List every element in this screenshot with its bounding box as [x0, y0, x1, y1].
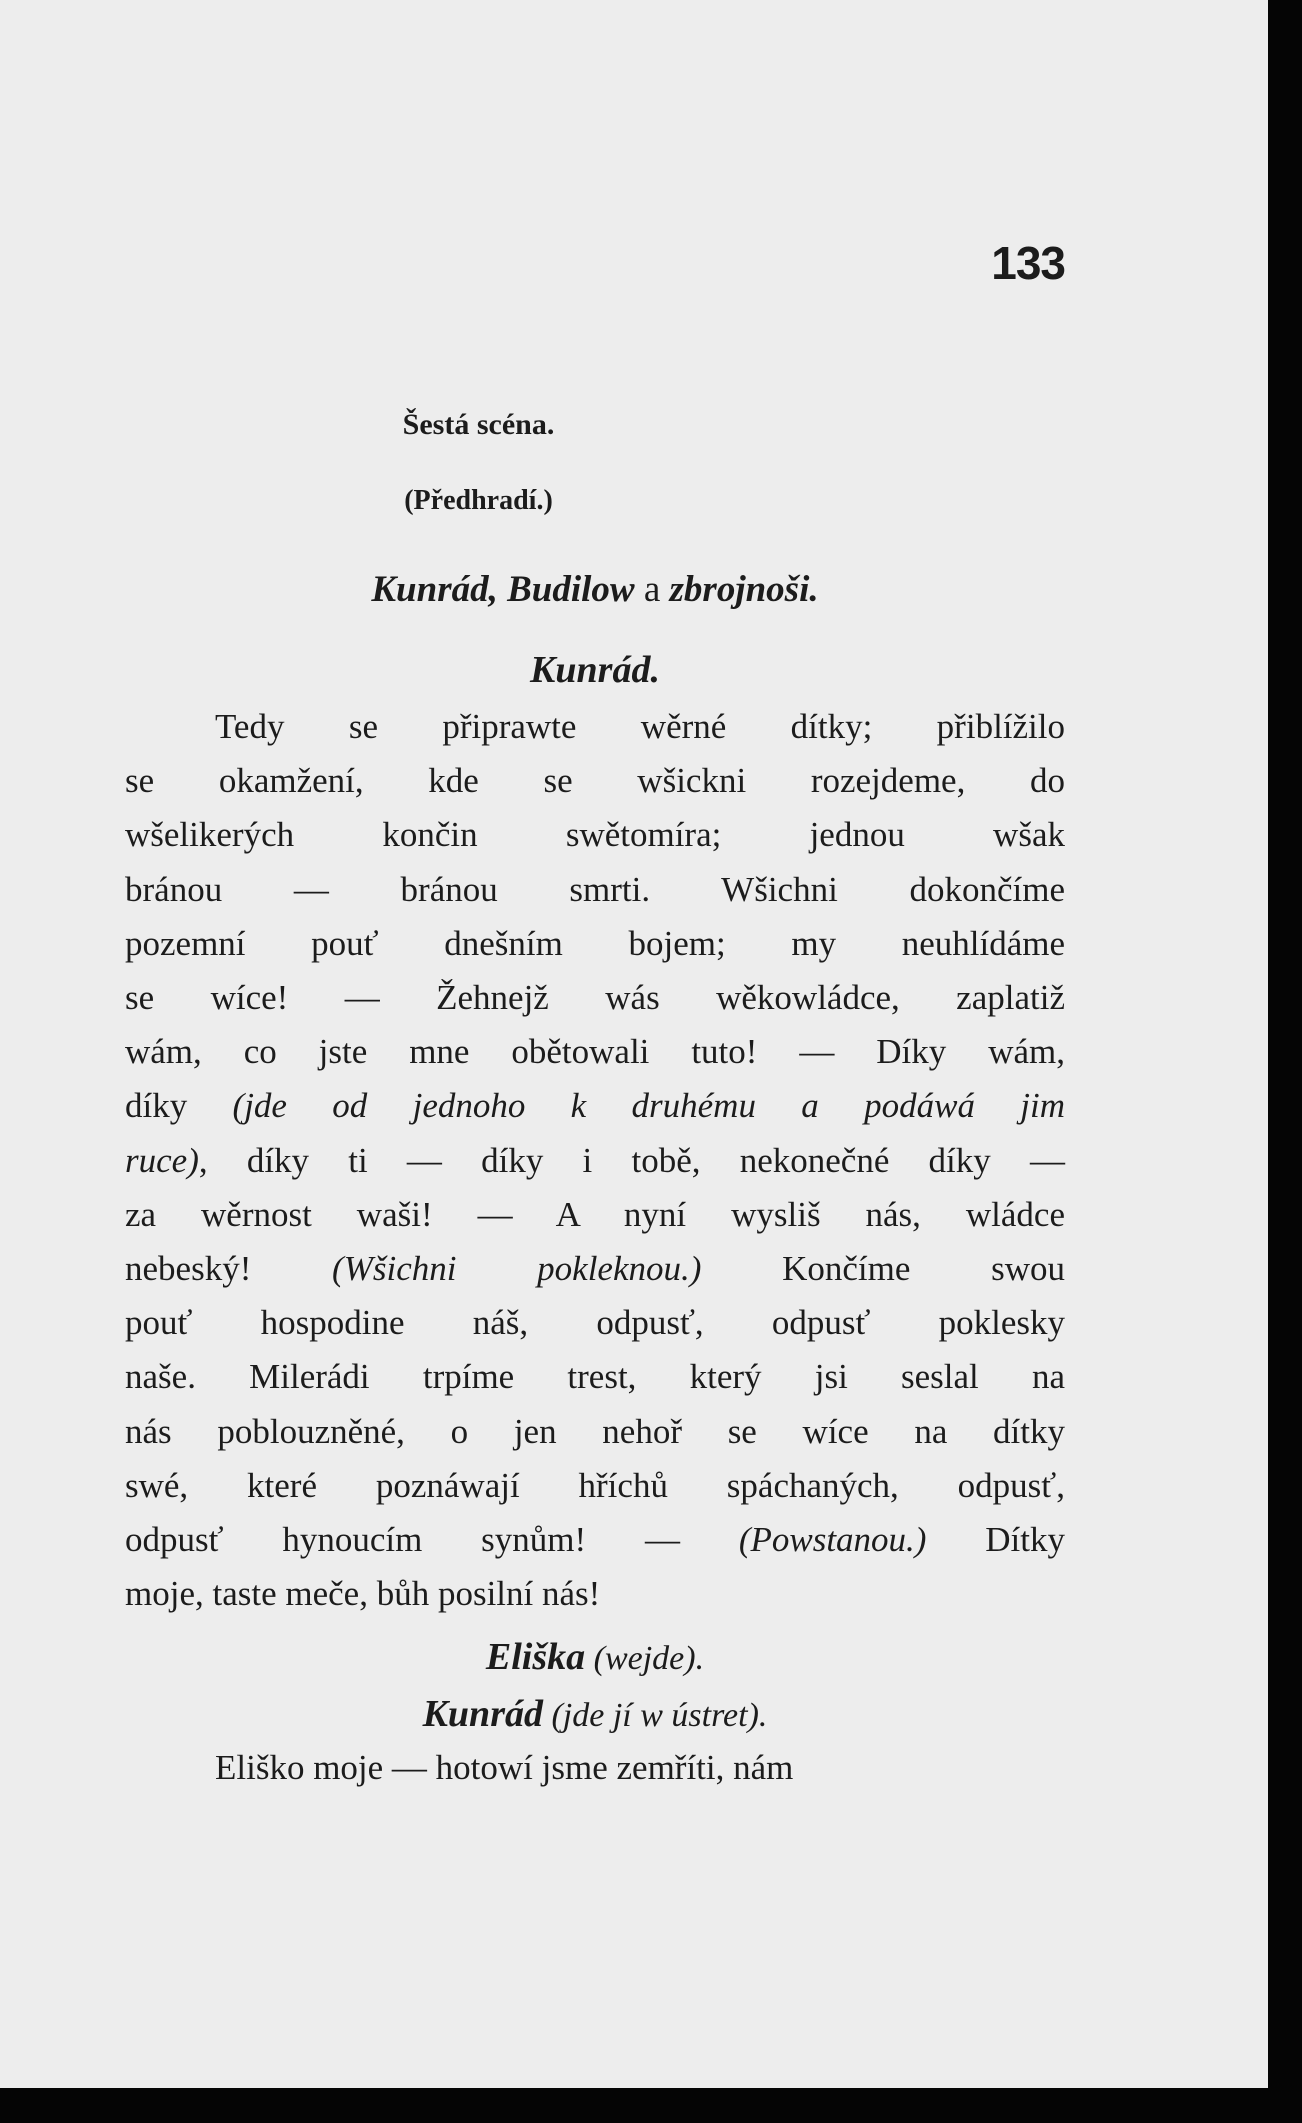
speech-text: za wěrnost waši! — A nyní wysliš nás, wládce	[125, 1194, 1065, 1234]
stage-direction: (jde jí w ústret).	[542, 1697, 768, 1734]
speech-text: wám, co jste mne obětowali tuto! — Díky wám,	[125, 1032, 1065, 1072]
speech-text: nás poblouzněné, o jen nehoř se wíce na dítky	[125, 1411, 1065, 1451]
speech-line	[125, 1032, 1065, 1072]
speech-text: nebeský!	[125, 1249, 333, 1288]
speech-text: odpusť hynoucím synům! —	[125, 1520, 739, 1559]
speech-text: Tedy se připrawte wěrné dítky; přiblížilo	[215, 707, 1065, 746]
stage-direction: (wejde).	[585, 1640, 705, 1677]
speaker-eliska	[125, 1635, 1065, 1679]
speech-text: swé, které poznáwají hříchů spáchaných, odpusť,	[125, 1465, 1065, 1505]
speech-line	[125, 1303, 1065, 1343]
speech-text: wšelikerých končin swětomíra; jednou wšak	[125, 815, 1065, 855]
speech-line	[125, 1249, 1065, 1289]
character-soldiers: zbrojnoši.	[669, 569, 819, 610]
speech-text: Končíme swou	[701, 1249, 1065, 1288]
speech-line	[125, 1412, 1065, 1452]
speech-line	[125, 924, 1065, 964]
scene-title: Šestá scéna.	[402, 408, 555, 441]
character-conjunction: a	[634, 569, 670, 610]
stage-direction: (jde od jednoho k druhému a podáwá jim	[232, 1086, 1065, 1126]
speech-line	[125, 815, 1065, 855]
speech-line	[125, 1520, 1065, 1560]
speech-line	[125, 1141, 1065, 1181]
speaker-kunrad-second	[125, 1692, 1065, 1736]
speech-text: se wíce! — Žehnejž wás wěkowládce, zaplatiž	[125, 978, 1065, 1017]
stage-direction: (Powstanou.)	[738, 1520, 927, 1559]
speech-line	[125, 1195, 1065, 1235]
speech-text: pozemní pouť dnešním bojem; my neuhlídáme	[125, 923, 1065, 963]
speech-line	[125, 978, 1065, 1018]
character-names: Kunrád, Budilow	[371, 569, 635, 610]
speech-line	[125, 1357, 1065, 1397]
speech-line	[125, 870, 1065, 910]
scene-location: (Předhradí.)	[404, 485, 553, 516]
speech-text: naše. Milerádi trpíme trest, který jsi seslal na	[125, 1357, 1065, 1397]
speech-text: bránou — bránou smrti. Wšichni dokončíme	[125, 869, 1065, 909]
speech-text: se okamžení, kde se wšickni rozejdeme, do	[125, 761, 1065, 801]
speech-text: Dítky	[926, 1520, 1065, 1559]
speech-text: díky	[125, 1086, 233, 1126]
speaker-eliska-name: Eliška	[485, 1636, 586, 1678]
stage-direction: (Wšichni pokleknou.)	[332, 1249, 702, 1288]
page-number: 133	[991, 237, 1065, 289]
speaker-kunrad-name: Kunrád	[422, 1693, 543, 1735]
speaker-kunrad: Kunrád.	[530, 649, 660, 691]
speech-line-final: Eliško moje — hotowí jsme zemříti, nám	[215, 1748, 794, 1787]
speech-line	[125, 761, 1065, 801]
character-list	[125, 568, 1065, 611]
speech-text: moje, taste meče, bůh posilní nás!	[125, 1574, 601, 1614]
page-edge-shadow	[1268, 0, 1302, 2123]
speech-line	[125, 1086, 1065, 1126]
speech-line	[215, 707, 1065, 747]
stage-direction: ruce)	[125, 1140, 199, 1180]
page-edge-bottom	[0, 2088, 1302, 2123]
speech-text: pouť hospodine náš, odpusť, odpusť poklesky	[125, 1303, 1065, 1343]
speech-text: , díky ti — díky i tobě, nekonečné díky —	[198, 1140, 1065, 1180]
speech-line	[125, 1574, 1065, 1614]
speech-line	[125, 1466, 1065, 1506]
